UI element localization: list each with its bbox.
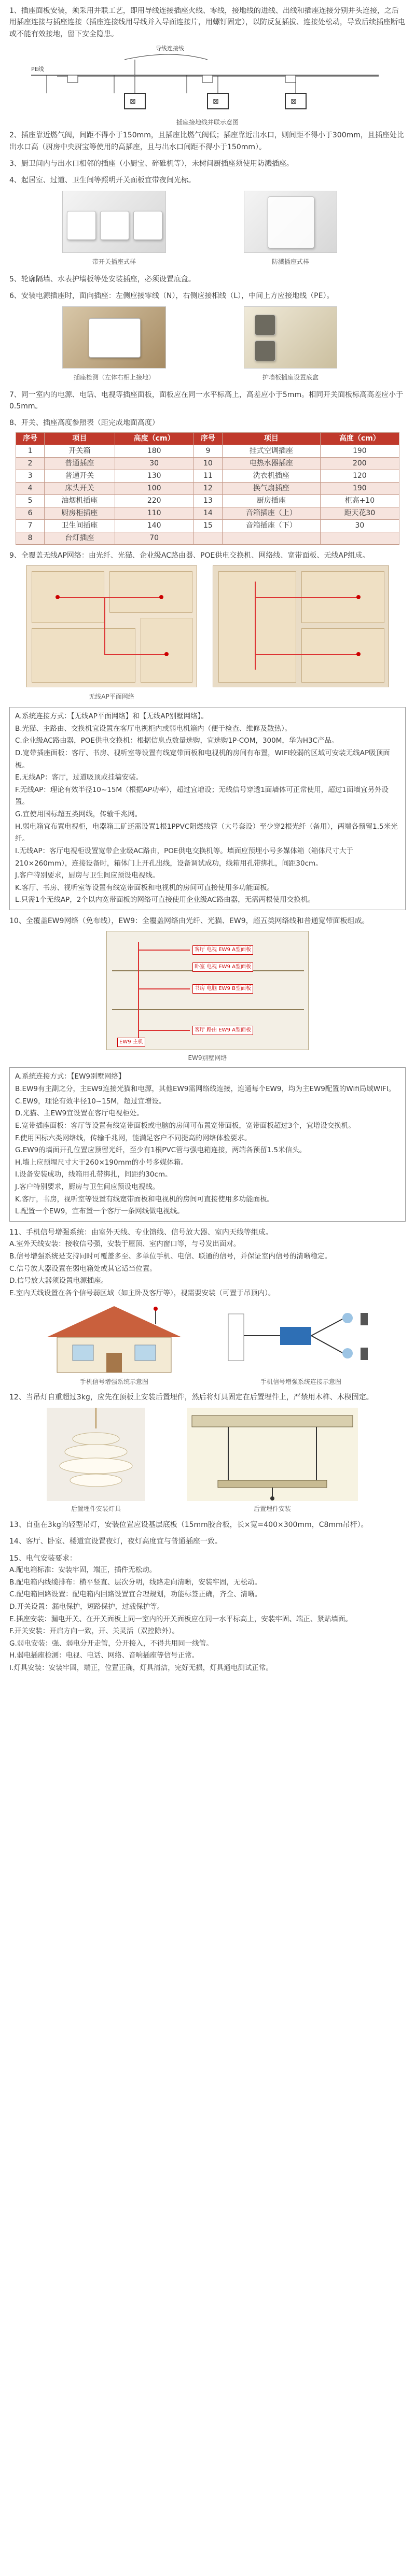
list-item: E.室内天线设置在各个信号弱区域（如主卧及客厅等），视需要安装（可置于吊顶内）。 xyxy=(9,1289,275,1297)
paragraph-5: 5、轮廓隔墙、水表护墙板等处安装插座，必须设置底盒。 xyxy=(9,275,196,284)
note-item: H.弱电箱宜布置电视柜，电器箱工矿还需设置1根1PPVC阻燃线管（大号套设）至少穿2根光纤（备用），两端各预留1.5米光纤。 xyxy=(15,822,398,843)
paragraph-12: 12、当吊灯自重超过3kg，应先在顶板上安装后置埋件，然后将灯具固定在后置埋件上，严禁用木榫、木楔固定。 xyxy=(9,1393,374,1402)
outlet-box xyxy=(255,315,275,335)
table-row xyxy=(16,507,399,519)
ew9-label: 卧室 电视 EW9 A型面板 xyxy=(192,963,253,972)
ew9-house-diagram xyxy=(106,931,309,1050)
list-item: C.配电箱回路设置：配电箱内回路设置宜合理规划，功能标签正确，齐全、清晰。 xyxy=(9,1590,262,1599)
chandelier-illustration xyxy=(47,1408,145,1501)
network-cable xyxy=(255,582,256,670)
table-header: 项目 xyxy=(223,432,321,445)
switch-socket-panel xyxy=(133,211,162,240)
paragraph-4: 4、起居室、过道、卫生间等照明开关面板宜带夜间光标。 xyxy=(9,176,196,185)
note-item: A.系统连接方式：【无线AP平面网络】和【无线AP别墅网络】。 xyxy=(15,712,209,721)
paragraph-11: 11、手机信号增强系统：由室外天线、专业馈线、信号放大器、室内天线等组成。 xyxy=(9,1228,273,1237)
embedded-part-drawing xyxy=(187,1408,358,1501)
table-header: 序号 xyxy=(16,432,45,445)
table-cell: 普通开关 xyxy=(45,470,115,482)
figure-socket-check xyxy=(16,306,399,384)
note-item: A.系统连接方式：【EW9别墅网络】 xyxy=(15,1072,126,1081)
height-reference-table xyxy=(16,432,399,545)
table-cell: 12 xyxy=(193,482,222,494)
ew9-cable xyxy=(138,988,190,989)
floor-divider xyxy=(112,1009,304,1010)
network-cable xyxy=(255,597,358,598)
paragraph-9: 9、全覆盖无线AP网络：由光纤、光猫、企业级AC路由器、POE供电交换机、网络线、宽带面板、无线AP组成。 xyxy=(9,551,370,560)
list-item: C.信号放大器设置在弱电箱处或其它适当位置。 xyxy=(9,1264,157,1273)
signal-booster-list xyxy=(9,1238,406,1299)
plan-room xyxy=(141,618,192,683)
splashproof-socket-caption: 防溅插座式样 xyxy=(271,258,309,265)
ew9-caption: EW9别墅网络 xyxy=(188,1054,227,1062)
table-header: 高度（cm） xyxy=(320,432,399,445)
list-item: B.信号增强系统是支持同时可覆盖多至、多单位手机、电信、联通的信号，并保证室内信号的清晰稳定。 xyxy=(9,1252,332,1261)
table-cell: 床头开关 xyxy=(45,482,115,494)
floor-plan-right xyxy=(213,565,389,687)
ew9-cable xyxy=(138,950,190,951)
wireless-ap-notes xyxy=(9,707,406,910)
table-cell: 厨房柜插座 xyxy=(45,507,115,519)
table-cell: 180 xyxy=(115,445,193,457)
figure-signal-booster xyxy=(16,1304,399,1386)
paragraph-6: 6、安装电源插座时，面向插座：左侧应接零线（N），右侧应接相线（L），中间上方应接地线（PE）。 xyxy=(9,292,334,301)
table-cell: 开关箱 xyxy=(45,445,115,457)
note-item: B.EW9有主副之分，主EW9连接光猫和电源，其他EW9需网络线连接，连通每个EW9，均为主EW9配置的Wifi局域WIFI。 xyxy=(15,1085,396,1094)
switch-socket-panel xyxy=(100,211,129,240)
table-row xyxy=(16,482,399,494)
panel-box-caption: 护墙板插座设置底盒 xyxy=(262,373,319,381)
table-cell: 100 xyxy=(115,482,193,494)
ew9-cable xyxy=(138,942,139,1040)
outlet-box xyxy=(255,341,275,361)
table-cell: 挂式空调插座 xyxy=(223,445,321,457)
table-cell xyxy=(223,532,321,544)
table-cell: 7 xyxy=(16,519,45,532)
figure-ew9-network xyxy=(16,931,399,1063)
table-cell xyxy=(320,532,399,544)
table-cell: 13 xyxy=(193,494,222,507)
table-cell: 120 xyxy=(320,470,399,482)
table-cell: 130 xyxy=(115,470,193,482)
embedded-part-caption: 后置埋件安装 xyxy=(253,1505,291,1512)
table-row xyxy=(16,532,399,544)
plan-room xyxy=(109,571,192,613)
table-cell: 电热水器插座 xyxy=(223,457,321,470)
booster-connection-caption: 手机信号增强系统连接示意图 xyxy=(260,1378,341,1386)
table-cell: 4 xyxy=(16,482,45,494)
socket-panel xyxy=(89,318,141,358)
table-cell xyxy=(193,532,222,544)
fixture-caption: 后置埋件安装灯具 xyxy=(71,1505,121,1512)
note-item: D.宽带插座面板：客厅、书房、视听室等设置有线宽带面板和电视机的房间有布置，WIFI较弱的区域可安装无线AP吸顶面板。 xyxy=(15,748,390,770)
note-item: E.宽带插座面板：客厅等设置有线宽带面板或电脑的房间可布置宽带面板，宽带面板超过3个，宜增设交换机。 xyxy=(15,1121,355,1130)
list-item: F.开关安装：开启方向一致，开、关灵活（双控除外）。 xyxy=(9,1627,179,1636)
floor-plan-left xyxy=(26,565,197,687)
wireless-ap-caption: 无线AP平面网络 xyxy=(89,693,134,701)
note-item: K.客厅、书房、视听室等设置有线宽带面板和电视机的房间可直接使用多功能面板。 xyxy=(15,883,274,892)
list-item: E.插座安装：漏电开关、在开关面板上同一室内的开关面板应在同一水平标高上，安装牢固、端正、紧贴墙面。 xyxy=(9,1615,352,1623)
note-item: C.EW9，理论有效半径10~15M，超过宜增设。 xyxy=(15,1097,166,1106)
table-row xyxy=(16,470,399,482)
table-row xyxy=(16,519,399,532)
table-cell: 柜高+10 xyxy=(320,494,399,507)
table-cell: 190 xyxy=(320,482,399,494)
electrical-requirements-list xyxy=(9,1564,406,1675)
note-item: F.使用国标六类网络线，传输千兆网，能满足客户不同提高的网络体验要求。 xyxy=(15,1134,252,1142)
booster-connection-illustration xyxy=(223,1304,379,1374)
table-header-row xyxy=(16,432,399,445)
paragraph-1: 1、插座面板安装，须采用并联工艺，即用导线连接插座火线、零线，接地线的进线、出线和插座连接分别并头连接，之后用插座连接与插座连接（插座连接线用导线并入导面连接片，用螺钉固定），以防反复插拔、连接处松动，导致后续插座断电或不能有效接地，留下安全隐患。 xyxy=(9,7,405,38)
note-item: E.无线AP：客厅，过道吸顶或挂墙安装。 xyxy=(15,773,143,782)
pe-wire-label: PE线 xyxy=(31,66,44,73)
booster-system-caption: 手机信号增强系统示意图 xyxy=(79,1378,148,1386)
table-cell: 换气扇插座 xyxy=(223,482,321,494)
switch-socket-photo xyxy=(62,191,166,253)
table-cell: 距天花30 xyxy=(320,507,399,519)
table-cell: 8 xyxy=(16,532,45,544)
note-item: D.光猫、主EW9宜设置在客厅电视柜处。 xyxy=(15,1109,144,1118)
table-row xyxy=(16,445,399,457)
paragraph-3: 3、厨卫间内与出水口相邻的插座（小厨宝、碎碓机等），未树间厨插座须使用防溅插座。 xyxy=(9,159,294,168)
paragraph-7: 7、同一室内的电源、电话、电视等插座面板，面板应在同一水平标高上，高差应小于5mm。相同开关面板标高高差应小于0.5mm。 xyxy=(9,390,404,411)
list-item: D.开关设置：漏电保护，短路保护，过载保护等。 xyxy=(9,1602,164,1611)
table-cell: 5 xyxy=(16,494,45,507)
wall-panel-box-photo xyxy=(244,306,337,369)
table-row xyxy=(16,457,399,470)
note-item: C.企业级AC路由器，POE供电交换机：根据信息点数量选购，宜选购1P-COM，300M，华为H3C产品。 xyxy=(15,737,339,745)
table-cell: 140 xyxy=(115,519,193,532)
table-cell: 音箱插座（上） xyxy=(223,507,321,519)
note-item: L.只需1个无线AP，2个以内宽带面板的网络可直接使用企业级AC路由器，无需两根使用交换机。 xyxy=(15,896,315,904)
wire-connection-label: 导线连接线 xyxy=(156,45,184,52)
ew9-notes xyxy=(9,1067,406,1222)
ew9-label: 客厅 电视 EW9 A型面板 xyxy=(192,945,253,955)
paragraph-2: 2、插座靠近燃气阀，间距不得小于150mm，且插座比燃气阀低；插座靠近出水口，则间距不得小于300mm，且插座处比出水口高（厨房中央厨宝等使用的高插座，且与出水口间距不得小于150mm）。 xyxy=(9,131,404,151)
svg-text:⊠: ⊠ xyxy=(290,97,297,106)
list-item: I.灯具安装：安装牢固，端正，位置正确，灯具清洁，完好无损，灯具通电测试正常。 xyxy=(9,1664,273,1673)
list-item: A.配电箱标准：安装牢固，端正，插件无松动。 xyxy=(9,1566,157,1575)
paragraph-8: 8、开关、插座高度参照表（距完成地面高度） xyxy=(9,419,159,428)
ew9-label: EW9 主机 xyxy=(117,1038,145,1047)
table-cell: 30 xyxy=(115,457,193,470)
network-cable xyxy=(255,654,358,655)
switch-socket-caption: 带开关插座式样 xyxy=(92,258,136,265)
table-cell: 200 xyxy=(320,457,399,470)
table-cell: 油烟机插座 xyxy=(45,494,115,507)
figure-1-caption: 插座接地线并联示意图 xyxy=(176,118,239,126)
table-cell: 卫生间插座 xyxy=(45,519,115,532)
table-cell: 普通插座 xyxy=(45,457,115,470)
figure-embedded-fixture xyxy=(16,1408,399,1514)
table-header: 项目 xyxy=(45,432,115,445)
list-item: G.弱电安装：强、弱电分开走管，分开接入，不得共用同一线管。 xyxy=(9,1639,213,1648)
note-item: J.客户特别要求，厨房与卫生间应预设电视线。 xyxy=(15,871,160,880)
table-cell: 70 xyxy=(115,532,193,544)
table-cell: 6 xyxy=(16,507,45,519)
plan-room xyxy=(32,628,135,683)
splashproof-cover xyxy=(268,196,314,248)
switch-socket-panel xyxy=(67,211,96,240)
table-cell: 音箱插座（下） xyxy=(223,519,321,532)
table-cell: 台灯插座 xyxy=(45,532,115,544)
ew9-label: 书房 电脑 EW9 B型面板 xyxy=(192,984,253,994)
plan-room xyxy=(218,571,296,683)
table-cell: 11 xyxy=(193,470,222,482)
table-header: 序号 xyxy=(193,432,222,445)
note-item: L.配置一个EW9，宜布置一个客厅一条网线做电视线。 xyxy=(15,1207,184,1216)
table-header: 高度（cm） xyxy=(115,432,193,445)
ew9-label: 客厅 路由 EW9 A型面板 xyxy=(192,1026,253,1035)
socket-tester-photo xyxy=(62,306,166,369)
table-cell: 洗衣机插座 xyxy=(223,470,321,482)
paragraph-14: 14、客厅、卧室、楼道宜设置夜灯，夜灯高度宜与普通插座一致。 xyxy=(9,1537,222,1546)
paragraph-10: 10、全覆盖EW9网络（免布线），EW9：全覆盖网络由光纤、光猫、EW9，超五类网络线和普通宽带面板组成。 xyxy=(9,917,369,926)
table-cell: 110 xyxy=(115,507,193,519)
table-cell: 2 xyxy=(16,457,45,470)
table-cell: 厨房插座 xyxy=(223,494,321,507)
table-cell: 1 xyxy=(16,445,45,457)
network-cable xyxy=(104,654,167,655)
list-item: B.配电箱内线缆排布：横平竖直、层次分明，线路走向清晰，安装牢固，无松动。 xyxy=(9,1578,262,1587)
table-cell: 190 xyxy=(320,445,399,457)
note-item: B.光猫、主路由、交换机宜设置在客厅电视柜内或弱电机箱内（便于检查、维修及散热）。 xyxy=(15,724,292,733)
svg-text:⊠: ⊠ xyxy=(213,97,219,106)
splashproof-socket-photo xyxy=(244,191,337,253)
note-item: J.客户特别要求，厨房与卫生间应预设电视线。 xyxy=(15,1183,160,1192)
note-item: G.宜使用国标超五类网线，传输千兆网。 xyxy=(15,810,142,819)
table-cell: 9 xyxy=(193,445,222,457)
figure-socket-samples xyxy=(16,191,399,268)
paragraph-13: 13、自重在3kg的轻型吊灯，安装位置应设基层底板（15mm胶合板，长×宽=400×300mm，C8mm吊杆）。 xyxy=(9,1520,368,1529)
table-cell: 30 xyxy=(320,519,399,532)
house-booster-illustration xyxy=(36,1304,192,1374)
table-cell: 3 xyxy=(16,470,45,482)
note-item: I.无线AP：客厅电视柜设置宽带企业级AC路由，POE供电交换机等。墙面应预埋小号多媒体箱（箱体尺寸大于210×260mm），连接设备时，箱体门上开孔出线，设备调试成功，线箱用孔带绑扎，间距30cm。 xyxy=(15,846,353,868)
table-cell: 220 xyxy=(115,494,193,507)
network-cable xyxy=(104,597,105,654)
note-item: H.墙上应预埋尺寸大于260×190mm的小号多媒体箱。 xyxy=(15,1158,188,1167)
list-item: A.室外天线安装：接收信号强，安装于屋顶、室内窗口等，与号发出面对。 xyxy=(9,1240,241,1249)
table-cell: 10 xyxy=(193,457,222,470)
paragraph-15: 15、电气安装要求： xyxy=(9,1554,77,1563)
list-item: D.信号放大器须设置电源插座。 xyxy=(9,1277,108,1285)
ew9-cable xyxy=(138,1030,190,1031)
grounding-diagram xyxy=(16,44,399,111)
figure-wireless-ap-plan xyxy=(16,565,399,703)
table-cell: 14 xyxy=(193,507,222,519)
table-cell: 15 xyxy=(193,519,222,532)
svg-text:⊠: ⊠ xyxy=(130,97,136,106)
socket-check-caption: 插座检测（左体右相上接地） xyxy=(73,373,155,381)
network-cable xyxy=(58,597,161,598)
note-item: I.设备安装成功，线箱用孔带绑扎，间距约30cm。 xyxy=(15,1170,172,1179)
table-row xyxy=(16,494,399,507)
note-item: K.客厅，书房，视听室等设置有线宽带面板和电视机的房间可直接使用多功能面板。 xyxy=(15,1195,274,1204)
figure-grounding-parallel xyxy=(16,44,399,124)
note-item: F.无线AP：理论有效半径10~15M（根据AP功率），超过宜增设；无线信号穿透1面墙体可正常使用，超过1面墙宜另外设置。 xyxy=(15,785,389,806)
plan-room xyxy=(301,628,384,683)
list-item: H.弱电插座检测：电视、电话、网络、音响插座等信号正常。 xyxy=(9,1651,199,1660)
note-item: G.EW9的墙面开孔位置应预留光纤，至少有1根PVC管与强电箱连接，两端各预留1.5米信头。 xyxy=(15,1146,307,1155)
